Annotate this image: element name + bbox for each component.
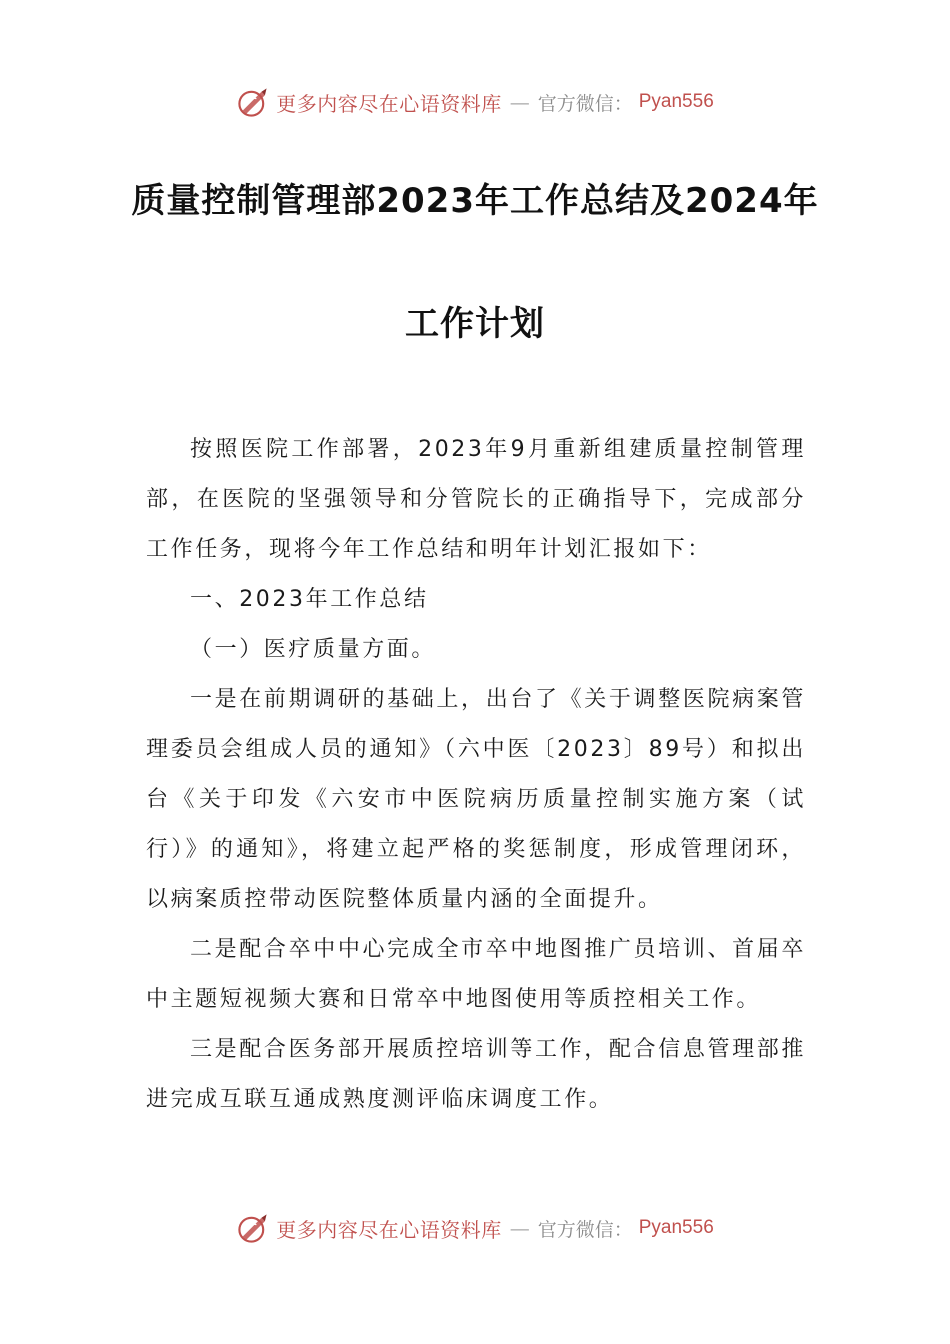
pen-logo-icon bbox=[236, 1211, 270, 1245]
paragraph-intro: 按照医院工作部署，2023年9月重新组建质量控制管理部，在医院的坚强领导和分管院长的正确指导下，完成部分工作任务，现将今年工作总结和明年计划汇报如下： bbox=[146, 437, 806, 562]
heading-section-1: 一、2023年工作总结 bbox=[190, 587, 429, 612]
document-body bbox=[146, 425, 806, 1125]
paragraph-item-3: 三是配合医务部开展质控培训等工作，配合信息管理部推进完成互联互通成熟度测评临床调度工作。 bbox=[146, 1037, 806, 1112]
watermark-footer bbox=[0, 1208, 950, 1248]
paragraph-item-1: 一是在前期调研的基础上，出台了《关于调整医院病案管理委员会组成人员的通知》（六中医〔2023〕89号）和拟出台《关于印发《六安市中医院病历质量控制实施方案（试行）》的通知》，将建立起严格的奖惩制度，形成管理闭环，以病案质控带动医院整体质量内涵的全面提升。 bbox=[146, 687, 806, 912]
watermark-wechat-label: 官方微信： bbox=[537, 92, 633, 115]
heading-subsection-1: （一）医疗质量方面。 bbox=[190, 637, 437, 662]
watermark-separator: — bbox=[509, 90, 530, 114]
watermark-wechat-id: Pyan556 bbox=[638, 91, 714, 112]
document-title-line-1: 质量控制管理部2023年工作总结及2024年 bbox=[131, 181, 819, 221]
watermark-header bbox=[0, 82, 950, 122]
watermark-separator: — bbox=[509, 1216, 530, 1240]
watermark-wechat-id: Pyan556 bbox=[638, 1217, 714, 1238]
watermark-text: 更多内容尽在心语资料库 bbox=[276, 91, 502, 116]
pen-logo-icon bbox=[236, 85, 270, 119]
watermark-wechat-label: 官方微信： bbox=[537, 1218, 633, 1241]
watermark-text: 更多内容尽在心语资料库 bbox=[276, 1217, 502, 1242]
paragraph-item-2: 二是配合卒中中心完成全市卒中地图推广员培训、首届卒中主题短视频大赛和日常卒中地图使用等质控相关工作。 bbox=[146, 937, 806, 1012]
document-title-line-2: 工作计划 bbox=[405, 304, 545, 344]
